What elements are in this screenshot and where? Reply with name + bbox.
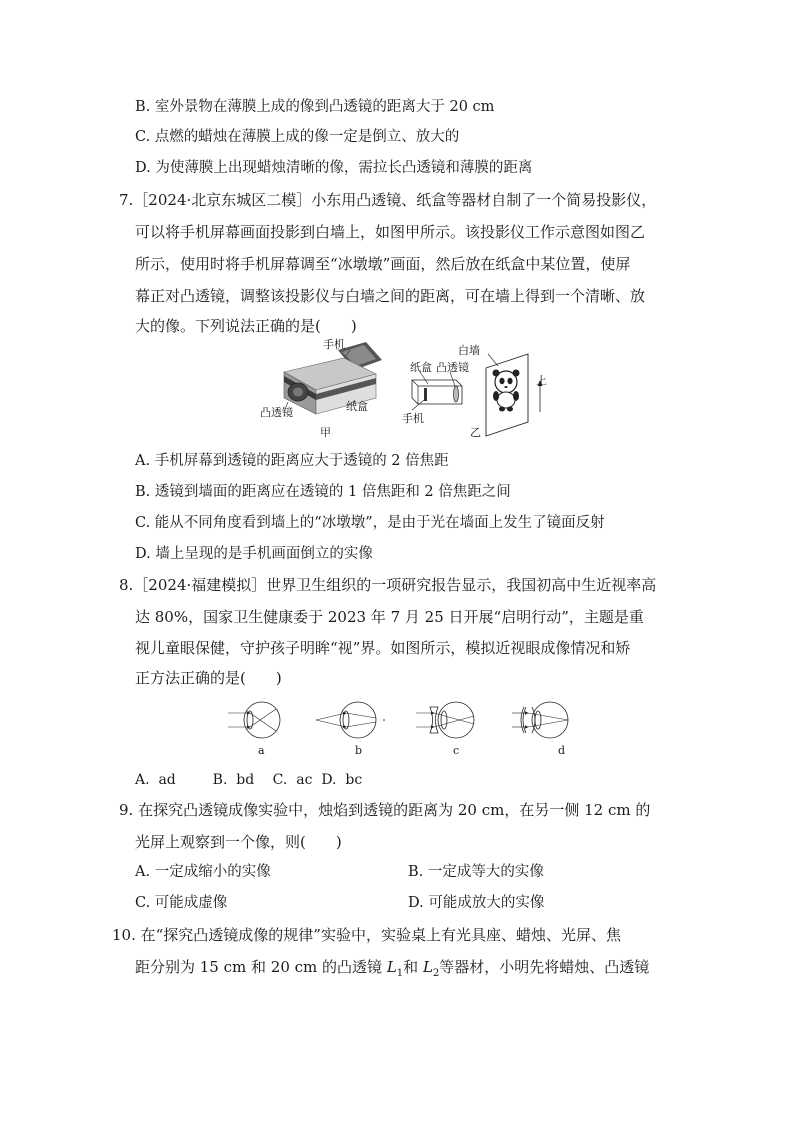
eye-diagram-b	[316, 702, 385, 738]
label-paper-box: 纸盒	[346, 400, 368, 413]
q10-stem-line-2	[135, 957, 649, 984]
eye-diagrams	[228, 698, 588, 760]
q6-option-d: D. 为使薄膜上出现蜡烛清晰的像，需拉长凸透镜和薄膜的距离	[135, 160, 533, 176]
eye-diagram-a	[228, 702, 280, 738]
q10-stem-line-1: 10. 在“探究凸透镜成像的规律”实验中，实验桌上有光具座、蜡烛、光屏、焦	[112, 926, 621, 944]
label-convex-lens-2: 凸透镜	[436, 361, 469, 374]
label-convex-lens: 凸透镜	[260, 406, 293, 419]
q7-stem-line-3: 所示，使用时将手机屏幕调至“冰墩墩”画面，然后放在纸盒中某位置，使屏	[135, 255, 631, 273]
q7-stem-line-2: 可以将手机屏幕画面投影到白墙上，如图甲所示。该投影仪工作示意图如图乙	[135, 223, 646, 241]
q8-stem-line-4: 正方法正确的是( )	[135, 669, 282, 687]
q9-stem-line-2: 光屏上观察到一个像，则( )	[135, 833, 342, 851]
label-phone: 手机	[323, 338, 345, 351]
eye-label-d: d	[558, 744, 566, 757]
q8-stem-line-3: 视儿童眼保健，守护孩子明眸“视”界。如图所示，模拟近视眼成像情况和矫	[135, 639, 631, 657]
q9-option-c: C. 可能成虚像	[135, 895, 228, 911]
eye-label-b: b	[355, 744, 363, 757]
label-up: 上	[536, 374, 547, 387]
lens-l1-letter: L	[386, 958, 397, 976]
lens-l2-letter: L	[422, 958, 433, 976]
label-phone-2: 手机	[402, 412, 424, 425]
eye-diagram-d	[512, 702, 568, 738]
lens-l1-subscript: 1	[396, 968, 404, 979]
q9-option-b: B. 一定成等大的实像	[408, 864, 544, 880]
q7-stem-line-4: 幕正对凸透镜，调整该投影仪与白墙之间的距离，可在墙上得到一个清晰、放	[135, 287, 646, 305]
projector-schematic-figure	[398, 340, 558, 438]
q10-line2-mid: 和	[403, 958, 423, 976]
eye-diagrams-figure	[228, 698, 588, 760]
lens-l2-subscript: 2	[432, 968, 440, 979]
label-white-wall: 白墙	[458, 344, 480, 357]
q8-options: A. ad B. bd C. ac D. bc	[135, 772, 363, 788]
q9-stem-line-1: 9. 在探究凸透镜成像实验中，烛焰到透镜的距离为 20 cm，在另一侧 12 cm 的	[119, 801, 651, 819]
caption-yi: 乙	[470, 426, 481, 439]
q7-option-d: D. 墙上呈现的是手机画面倒立的实像	[135, 546, 373, 562]
projector-photo-figure	[258, 340, 388, 438]
q7-stem-line-1: 7.［2024·北京东城区二模］小东用凸透镜、纸盒等器材自制了一个简易投影仪，	[119, 191, 657, 209]
q7-option-b: B. 透镜到墙面的距离应在透镜的 1 倍焦距和 2 倍焦距之间	[135, 484, 511, 500]
eye-label-a: a	[258, 744, 265, 757]
q7-option-a: A. 手机屏幕到透镜的距离应大于透镜的 2 倍焦距	[135, 453, 449, 469]
eye-label-c: c	[453, 744, 460, 757]
q10-line2-pre: 距分别为 15 cm 和 20 cm 的凸透镜	[135, 958, 387, 976]
q7-stem-line-5: 大的像。下列说法正确的是( )	[135, 317, 357, 335]
q9-option-d: D. 可能成放大的实像	[408, 895, 545, 911]
q7-option-c: C. 能从不同角度看到墙上的“冰墩墩”，是由于光在墙面上发生了镜面反射	[135, 515, 605, 531]
eye-diagram-c	[416, 702, 474, 738]
q6-option-b: B. 室外景物在薄膜上成的像到凸透镜的距离大于 20 cm	[135, 99, 495, 115]
q10-line2-post: 等器材，小明先将蜡烛、凸透镜	[439, 958, 650, 976]
label-paper-box-2: 纸盒	[410, 361, 432, 374]
caption-jia: 甲	[320, 426, 331, 439]
q8-stem-line-1: 8.［2024·福建模拟］世界卫生组织的一项研究报告显示，我国初高中生近视率高	[119, 576, 657, 594]
q9-option-a: A. 一定成缩小的实像	[135, 864, 271, 880]
q8-stem-line-2: 达 80%，国家卫生健康委于 2023 年 7 月 25 日开展“启明行动”，主题是重	[135, 608, 644, 626]
q6-option-c: C. 点燃的蜡烛在薄膜上成的像一定是倒立、放大的	[135, 129, 460, 145]
